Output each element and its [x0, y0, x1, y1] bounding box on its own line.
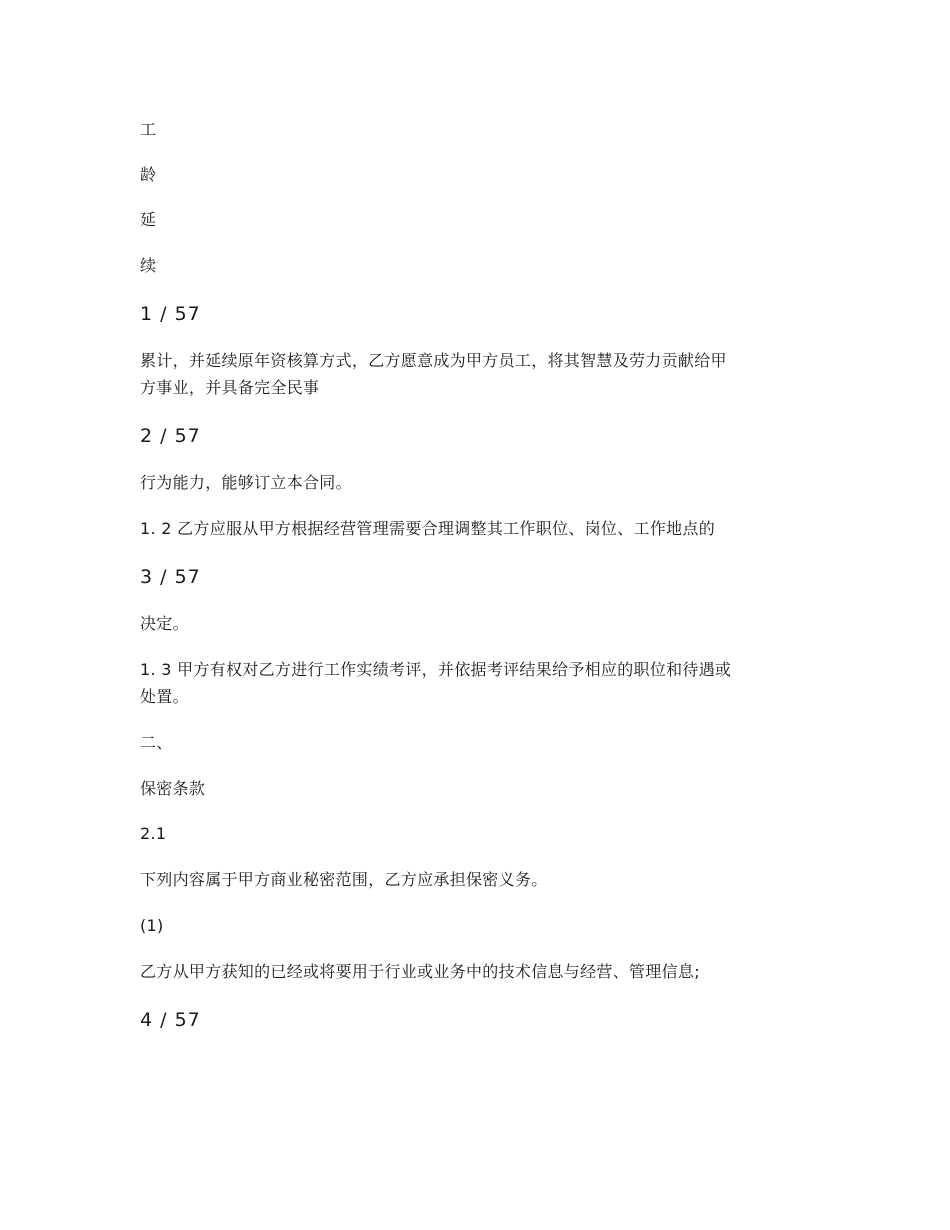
page-marker-3: 3 / 57: [140, 566, 201, 588]
vertical-char-1: 工: [140, 120, 157, 139]
item-text: 乙方从甲方获知的已经或将要用于行业或业务中的技术信息与经营、管理信息;: [140, 962, 700, 981]
paragraph-1-line-2: 方事业，并具备完全民事: [140, 378, 320, 397]
paragraph-2: 行为能力，能够订立本合同。: [140, 473, 352, 492]
page-marker-2: 2 / 57: [140, 425, 201, 447]
clause-number: 2.1: [140, 824, 167, 843]
vertical-char-2: 龄: [140, 165, 157, 184]
item-number: (1): [140, 916, 164, 935]
vertical-char-4: 续: [140, 256, 157, 275]
section-number: 二、: [140, 733, 173, 752]
page-marker-4: 4 / 57: [140, 1009, 201, 1031]
clause-text: 下列内容属于甲方商业秘密范围，乙方应承担保密义务。: [140, 870, 548, 889]
paragraph-3: 1. 2 乙方应服从甲方根据经营管理需要合理调整其工作职位、岗位、工作地点的: [140, 519, 716, 538]
paragraph-5-line-2: 处置。: [140, 687, 189, 706]
vertical-char-3: 延: [140, 210, 157, 229]
page-marker-1: 1 / 57: [140, 303, 201, 325]
paragraph-1-line-1: 累计，并延续原年资核算方式，乙方愿意成为甲方员工，将其智慧及劳力贡献给甲: [140, 351, 727, 370]
section-title: 保密条款: [140, 779, 206, 798]
paragraph-5-line-1: 1. 3 甲方有权对乙方进行工作实绩考评，并依据考评结果给予相应的职位和待遇或: [140, 660, 732, 679]
paragraph-4: 决定。: [140, 614, 189, 633]
